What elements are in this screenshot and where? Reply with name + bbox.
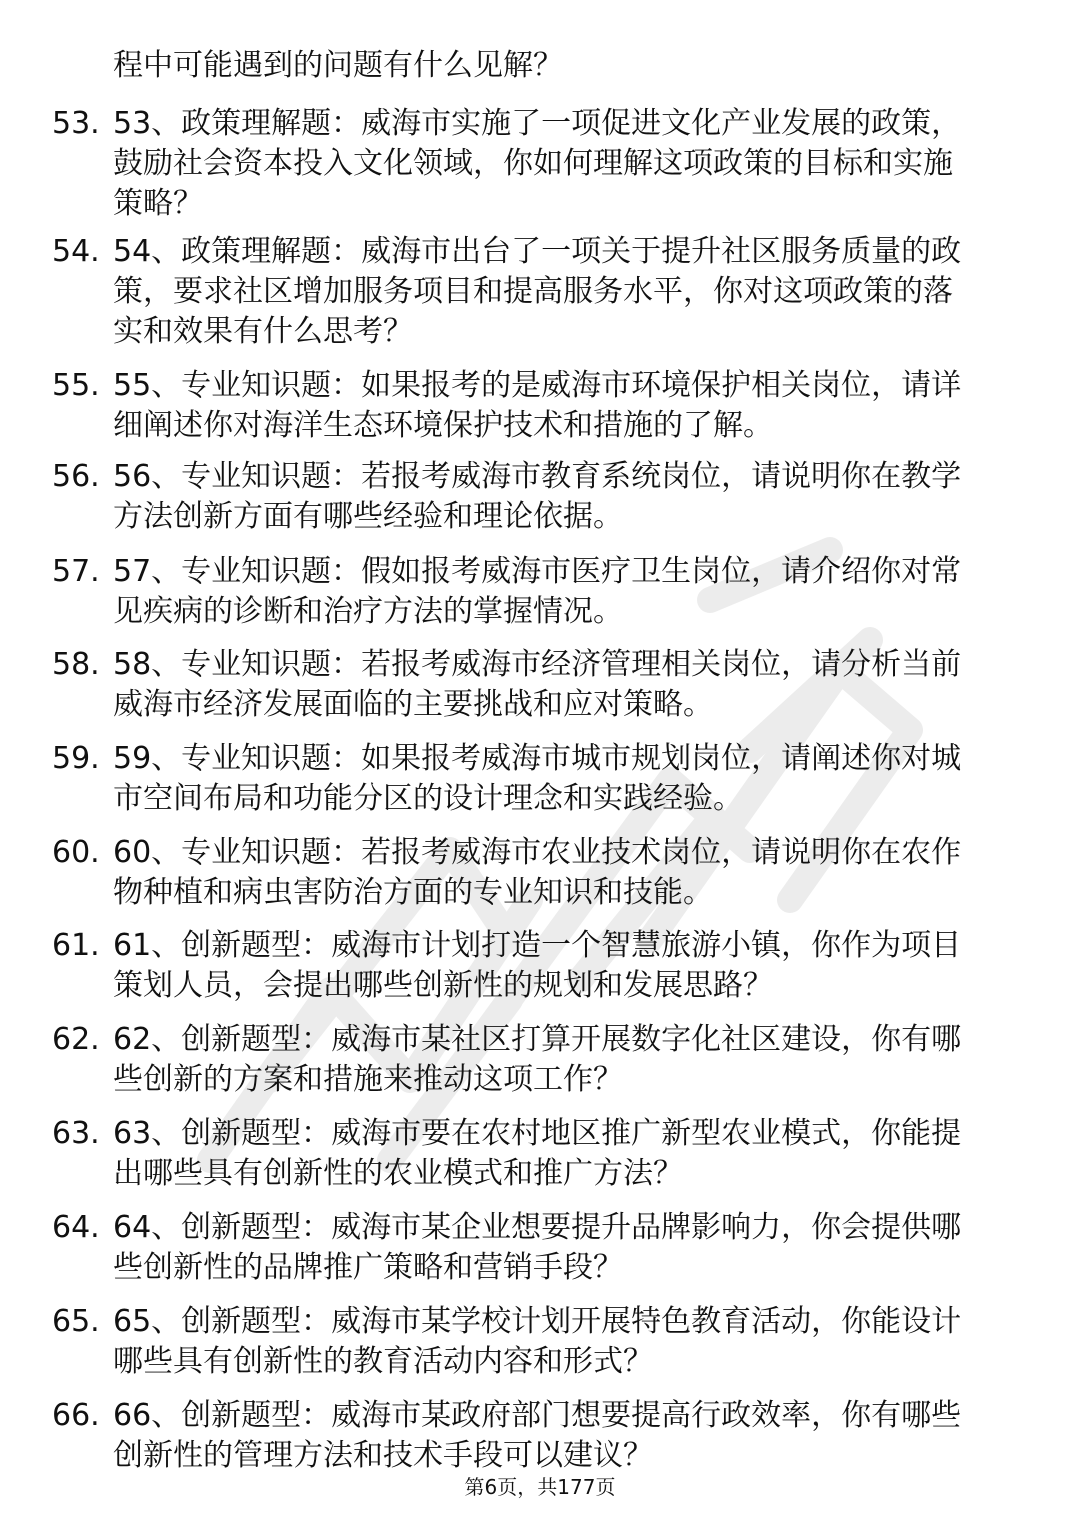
question-text — [113, 739, 1003, 819]
text-line: 哪些具有创新性的教育活动内容和形式？ — [113, 1344, 653, 1379]
text-line: 威海市经济发展面临的主要挑战和应对策略。 — [113, 687, 713, 722]
item-number: 65. — [52, 1304, 100, 1339]
question-text — [113, 926, 1003, 1006]
item-number: 64. — [52, 1210, 100, 1245]
text-line: 62、创新题型：威海市某社区打算开展数字化社区建设，你有哪 — [113, 1022, 962, 1057]
text-line: 些创新的方案和措施来推动这项工作？ — [113, 1062, 623, 1097]
text-line: 市空间布局和功能分区的设计理念和实践经验。 — [113, 781, 743, 816]
item-number: 66. — [52, 1398, 100, 1433]
question-text — [113, 1396, 1003, 1476]
text-line: 63、创新题型：威海市要在农村地区推广新型农业模式，你能提 — [113, 1116, 962, 1151]
question-text — [113, 457, 1003, 537]
page-number-footer: 第6页，共177页 — [464, 1475, 616, 1499]
item-number: 57. — [52, 554, 100, 589]
question-text — [113, 1020, 1003, 1100]
item-number: 54. — [52, 234, 100, 269]
text-line: 策略？ — [113, 186, 203, 221]
question-text — [113, 833, 1003, 913]
question-text — [113, 1208, 1003, 1288]
text-line: 53、政策理解题：威海市实施了一项促进文化产业发展的政策， — [113, 106, 962, 141]
text-line: 实和效果有什么思考？ — [113, 314, 413, 349]
text-line: 见疾病的诊断和治疗方法的掌握情况。 — [113, 594, 623, 629]
question-text — [113, 104, 1003, 224]
text-line: 策划人员，会提出哪些创新性的规划和发展思路？ — [113, 968, 773, 1003]
text-line: 方法创新方面有哪些经验和理论依据。 — [113, 499, 623, 534]
text-line: 策，要求社区增加服务项目和提高服务水平，你对这项政策的落 — [113, 274, 953, 309]
item-number: 58. — [52, 647, 100, 682]
text-line: 出哪些具有创新性的农业模式和推广方法？ — [113, 1156, 683, 1191]
question-text — [113, 1114, 1003, 1194]
question-text — [113, 552, 1003, 632]
text-line: 55、专业知识题：如果报考的是威海市环境保护相关岗位，请详 — [113, 368, 962, 403]
text-line: 65、创新题型：威海市某学校计划开展特色教育活动，你能设计 — [113, 1304, 962, 1339]
text-line: 54、政策理解题：威海市出台了一项关于提升社区服务质量的政 — [113, 234, 962, 269]
text-line: 61、创新题型：威海市计划打造一个智慧旅游小镇，你作为项目 — [113, 928, 962, 963]
item-number: 56. — [52, 459, 100, 494]
item-number: 59. — [52, 741, 100, 776]
text-line: 些创新性的品牌推广策略和营销手段？ — [113, 1250, 623, 1285]
text-line: 64、创新题型：威海市某企业想要提升品牌影响力，你会提供哪 — [113, 1210, 962, 1245]
continued-question-line: 程中可能遇到的问题有什么见解？ — [113, 48, 563, 83]
text-line: 56、专业知识题：若报考威海市教育系统岗位，请说明你在教学 — [113, 459, 962, 494]
question-text — [113, 232, 1003, 352]
item-number: 60. — [52, 835, 100, 870]
question-text — [113, 1302, 1003, 1382]
text-line: 创新性的管理方法和技术手段可以建议？ — [113, 1438, 653, 1473]
question-text — [113, 645, 1003, 725]
text-line: 58、专业知识题：若报考威海市经济管理相关岗位，请分析当前 — [113, 647, 962, 682]
item-number: 55. — [52, 368, 100, 403]
question-text — [113, 366, 1003, 446]
text-line: 物种植和病虫害防治方面的专业知识和技能。 — [113, 875, 713, 910]
text-line: 60、专业知识题：若报考威海市农业技术岗位，请说明你在农作 — [113, 835, 962, 870]
text-line: 细阐述你对海洋生态环境保护技术和措施的了解。 — [113, 408, 773, 443]
item-number: 62. — [52, 1022, 100, 1057]
item-number: 61. — [52, 928, 100, 963]
text-line: 鼓励社会资本投入文化领域，你如何理解这项政策的目标和实施 — [113, 146, 953, 181]
text-line: 66、创新题型：威海市某政府部门想要提高行政效率，你有哪些 — [113, 1398, 962, 1433]
item-number: 63. — [52, 1116, 100, 1151]
item-number: 53. — [52, 106, 100, 141]
text-line: 57、专业知识题：假如报考威海市医疗卫生岗位，请介绍你对常 — [113, 554, 962, 589]
text-line: 59、专业知识题：如果报考威海市城市规划岗位，请阐述你对城 — [113, 741, 962, 776]
